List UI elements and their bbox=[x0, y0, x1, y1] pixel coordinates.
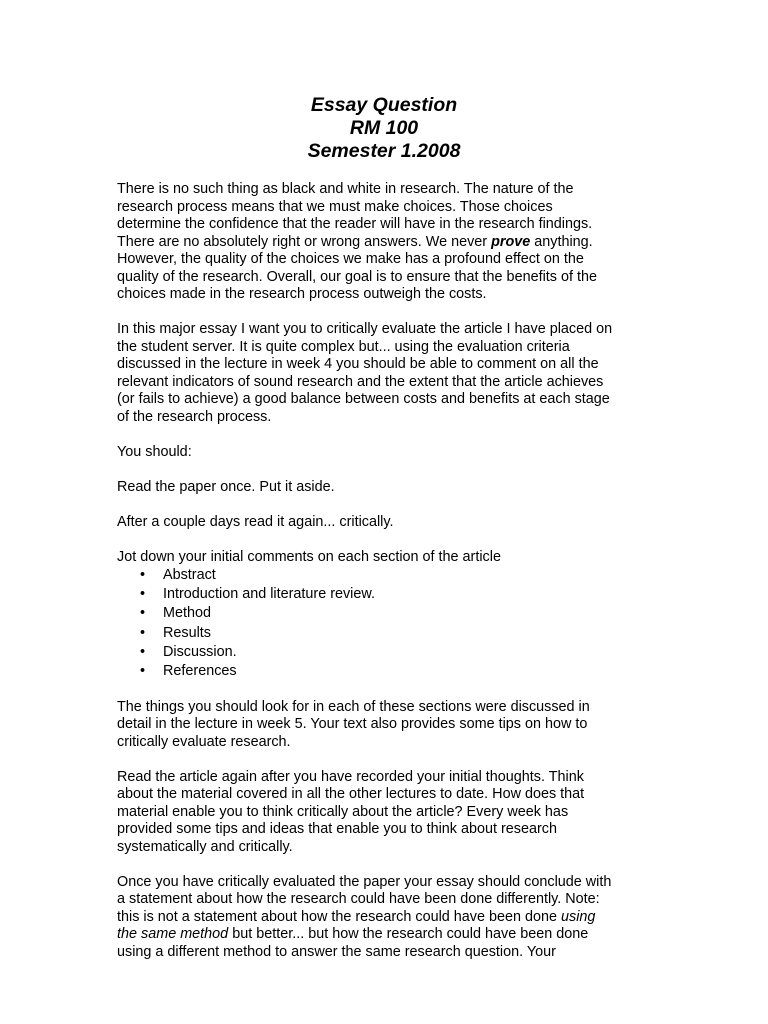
bullet-icon: • bbox=[140, 567, 146, 583]
list-item-label: Introduction and literature review. bbox=[163, 586, 375, 603]
text-line: systematically and critically. bbox=[117, 838, 293, 855]
text-line: determine the confidence that the reader will have in the research findings. bbox=[117, 216, 593, 232]
list-item-label: Results bbox=[163, 624, 211, 641]
list-item bbox=[117, 624, 647, 643]
text-line: Read the article again after you have recorded your initial thoughts. Think bbox=[117, 768, 584, 785]
bullet-icon: • bbox=[140, 605, 146, 622]
text-line: detail in the lecture in week 5. Your text also provides some tips on how to bbox=[117, 716, 588, 733]
list-item-label: References bbox=[163, 663, 237, 680]
paragraph-read-once bbox=[117, 479, 647, 497]
text-line: In this major essay I want you to critically evaluate the article I have placed on bbox=[117, 321, 613, 337]
text-line: critically evaluate research. bbox=[117, 733, 291, 750]
text-line: research process means that we must make choices. Those choices bbox=[117, 198, 553, 215]
text-line: There is no such thing as black and white in research. The nature of the bbox=[117, 181, 574, 197]
emphasis-prove: prove bbox=[491, 233, 531, 250]
emphasis-using: using bbox=[561, 908, 596, 925]
text-line: of the research process. bbox=[117, 408, 272, 425]
text-line: However, the quality of the choices we make has a profound effect on the bbox=[117, 251, 584, 267]
bullet-icon: • bbox=[140, 624, 146, 641]
text-line: relevant indicators of sound research and the extent that the article achieves bbox=[117, 373, 604, 390]
text-line: (or fails to achieve) a good balance between costs and benefits at each stage bbox=[117, 391, 610, 407]
text-line: After a couple days read it again... critically. bbox=[117, 513, 394, 530]
list-item bbox=[117, 585, 647, 604]
text-line: about the material covered in all the other lectures to date. How does that bbox=[117, 786, 585, 803]
list-item bbox=[117, 604, 647, 623]
text-line: Once you have critically evaluated the paper your essay should conclude with bbox=[117, 873, 612, 890]
text-line: quality of the research. Overall, our goal is to ensure that the benefits of the bbox=[117, 268, 597, 285]
paragraph-read-article-again bbox=[117, 769, 647, 857]
paragraph-conclusion bbox=[117, 874, 647, 962]
list-item-label: Method bbox=[163, 605, 211, 622]
bullet-icon: • bbox=[140, 586, 146, 603]
list-item bbox=[117, 662, 647, 681]
title-line-course-code: RM 100 bbox=[349, 117, 419, 139]
text-run: this is not a statement about how the research could have been done bbox=[117, 908, 562, 925]
text-run: There are no absolutely right or wrong answers. We never bbox=[117, 233, 492, 250]
title-line-semester: Semester 1.2008 bbox=[307, 140, 461, 162]
text-line: discussed in the lecture in week 4 you should be able to comment on all the bbox=[117, 356, 599, 372]
section-list bbox=[117, 566, 647, 681]
paragraph-you-should bbox=[117, 444, 647, 462]
paragraph-read-again bbox=[117, 514, 647, 532]
text-line-with-emphasis bbox=[117, 234, 647, 252]
list-item bbox=[117, 643, 647, 662]
text-line: using a different method to answer the same research question. Your bbox=[117, 943, 556, 960]
emphasis-same-method: the same method bbox=[117, 926, 229, 943]
bullet-icon: • bbox=[140, 643, 146, 660]
list-item-label: Abstract bbox=[163, 567, 216, 583]
paragraph-things-to-look-for bbox=[117, 699, 647, 752]
list-item-label: Discussion. bbox=[163, 643, 237, 660]
text-line: You should: bbox=[117, 443, 192, 460]
paragraph-intro bbox=[117, 181, 647, 304]
text-line: The things you should look for in each of these sections were discussed in bbox=[117, 698, 590, 715]
paragraph-jot-down bbox=[117, 549, 647, 567]
document-body bbox=[117, 181, 647, 979]
text-line: Jot down your initial comments on each section of the article bbox=[117, 548, 501, 565]
text-line: material enable you to think critically about the article? Every week has bbox=[117, 803, 569, 820]
text-line-with-emphasis bbox=[117, 926, 647, 944]
list-item bbox=[117, 566, 647, 585]
text-line-with-emphasis bbox=[117, 909, 647, 927]
text-line: the student server. It is quite complex but... using the evaluation criteria bbox=[117, 338, 570, 355]
paragraph-major-essay bbox=[117, 321, 647, 426]
text-line: provided some tips and ideas that enable you to think about research bbox=[117, 821, 557, 838]
bullet-icon: • bbox=[140, 663, 146, 680]
text-line: choices made in the research process outweigh the costs. bbox=[117, 286, 487, 302]
text-run: anything. bbox=[530, 233, 593, 250]
text-run: but better... but how the research could have been done bbox=[228, 926, 589, 943]
title-line-essay-question: Essay Question bbox=[310, 94, 458, 116]
text-line: Read the paper once. Put it aside. bbox=[117, 478, 335, 495]
document-title bbox=[0, 94, 768, 163]
text-line: a statement about how the research could have been done differently. Note: bbox=[117, 891, 600, 908]
